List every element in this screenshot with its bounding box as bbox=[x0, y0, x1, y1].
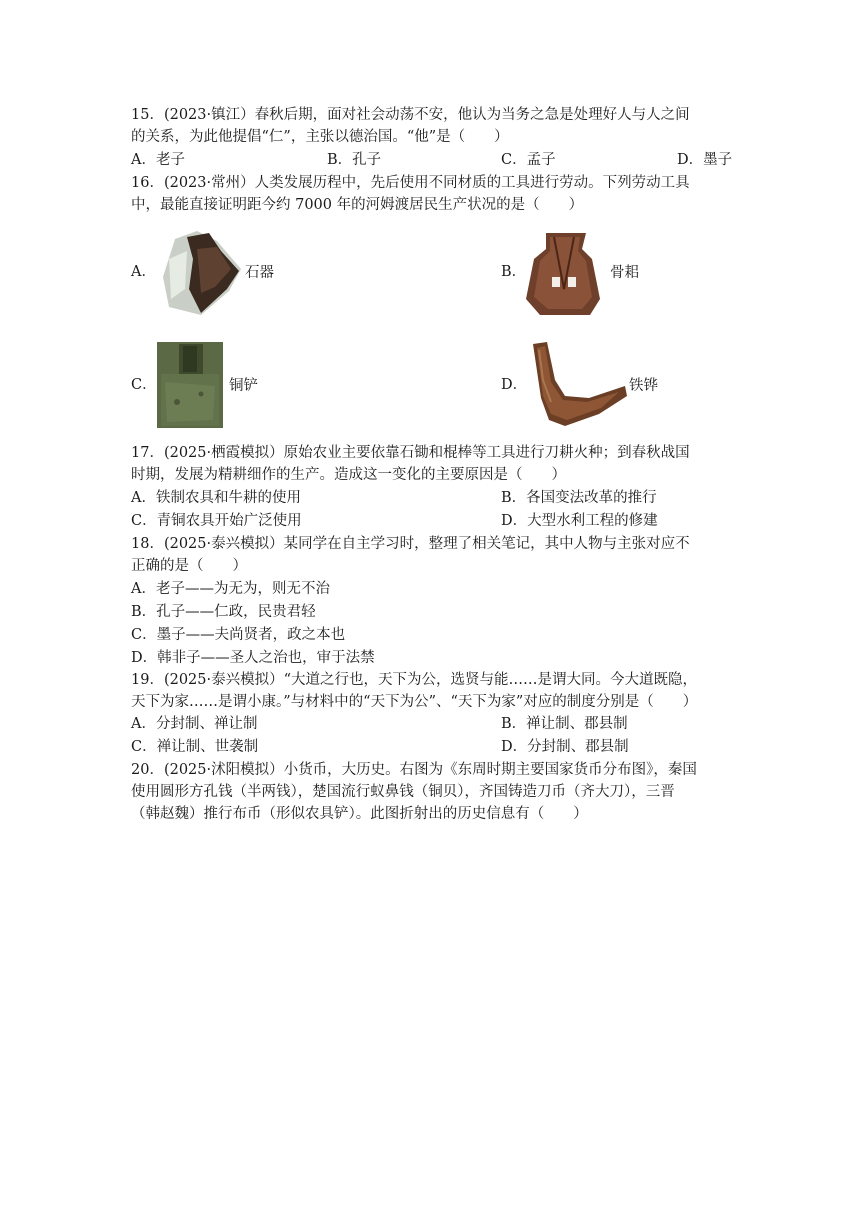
bone-spade-image bbox=[520, 229, 606, 317]
q15-stem-line-2: 的关系，为此他提倡“仁”，主张以德治国。“他”是（ ） bbox=[131, 129, 509, 145]
q15-option-d: D．墨子 bbox=[677, 152, 733, 168]
q18-stem-line-2: 正确的是（ ） bbox=[131, 558, 247, 574]
q16-option-b-letter: B． bbox=[501, 264, 527, 280]
q16-option-a-caption: 石器 bbox=[245, 265, 274, 281]
q17-option-a: A．铁制农具和牛耕的使用 bbox=[131, 490, 301, 506]
q19-stem-line-2: 天下为家……是谓小康。”与材料中的“天下为公”、“天下为家”对应的制度分别是（ ） bbox=[131, 694, 698, 710]
q16-option-a-letter: A． bbox=[131, 264, 156, 280]
stone-tool-image bbox=[157, 229, 243, 317]
q16-option-c-letter: C． bbox=[131, 377, 157, 393]
q17-option-c: C．青铜农具开始广泛使用 bbox=[131, 513, 302, 529]
q15-stem-line-1: 15．(2023·镇江）春秋后期，面对社会动荡不安，他认为当务之急是处理好人与人之间 bbox=[131, 107, 690, 123]
bronze-shovel-image bbox=[157, 342, 223, 428]
q15-option-a: A．老子 bbox=[131, 152, 185, 168]
q20-stem-line-3: （韩赵魏）推行布币（形似农具铲）。此图折射出的历史信息有（ ） bbox=[131, 806, 588, 822]
q20-stem-line-1: 20．(2025·沭阳模拟）小货币，大历史。右图为《东周时期主要国家货币分布图》，秦国 bbox=[131, 762, 697, 778]
q19-option-b: B．禅让制、郡县制 bbox=[501, 716, 628, 732]
q16-option-d-letter: D． bbox=[501, 377, 528, 393]
q17-stem-line-1: 17．(2025·栖霞模拟）原始农业主要依靠石锄和棍棒等工具进行刀耕火种；到春秋战国 bbox=[131, 445, 690, 461]
q15-option-b: B．孔子 bbox=[327, 152, 382, 168]
q17-option-b: B．各国变法改革的推行 bbox=[501, 490, 657, 506]
q17-option-d: D．大型水利工程的修建 bbox=[501, 513, 658, 529]
q18-stem-line-1: 18．(2025·泰兴模拟）某同学在自主学习时，整理了相关笔记，其中人物与主张对应不 bbox=[131, 536, 690, 552]
q19-option-d: D．分封制、郡县制 bbox=[501, 739, 629, 755]
q18-option-b: B．孔子——仁政，民贵君轻 bbox=[131, 604, 316, 620]
q19-option-a: A．分封制、禅让制 bbox=[131, 716, 258, 732]
q18-option-a: A．老子——为无为，则无不治 bbox=[131, 581, 330, 597]
q18-option-c: C．墨子——夫尚贤者，政之本也 bbox=[131, 627, 346, 643]
q16-option-d-caption: 铁铧 bbox=[629, 378, 658, 394]
q15-option-c: C．孟子 bbox=[501, 152, 556, 168]
q19-stem-line-1: 19．(2025·泰兴模拟）“大道之行也，天下为公，选贤与能……是谓大同。今大道既隐， bbox=[131, 672, 698, 688]
q19-option-c: C．禅让制、世袭制 bbox=[131, 739, 259, 755]
q16-stem-line-1: 16．(2023·常州）人类发展历程中，先后使用不同材质的工具进行劳动。下列劳动工具 bbox=[131, 175, 690, 191]
q16-option-c-caption: 铜铲 bbox=[229, 378, 258, 394]
q20-stem-line-2: 使用圆形方孔钱（半两钱），楚国流行蚁鼻钱（铜贝），齐国铸造刀币（齐大刀），三晋 bbox=[131, 784, 675, 800]
iron-plough-image bbox=[529, 340, 629, 428]
q18-option-d: D．韩非子——圣人之治也，审于法禁 bbox=[131, 650, 375, 666]
q17-stem-line-2: 时期，发展为精耕细作的生产。造成这一变化的主要原因是（ ） bbox=[131, 467, 566, 483]
q16-option-b-caption: 骨耜 bbox=[610, 265, 639, 281]
q16-stem-line-2: 中，最能直接证明距今约 7000 年的河姆渡居民生产状况的是（ ） bbox=[131, 197, 584, 213]
